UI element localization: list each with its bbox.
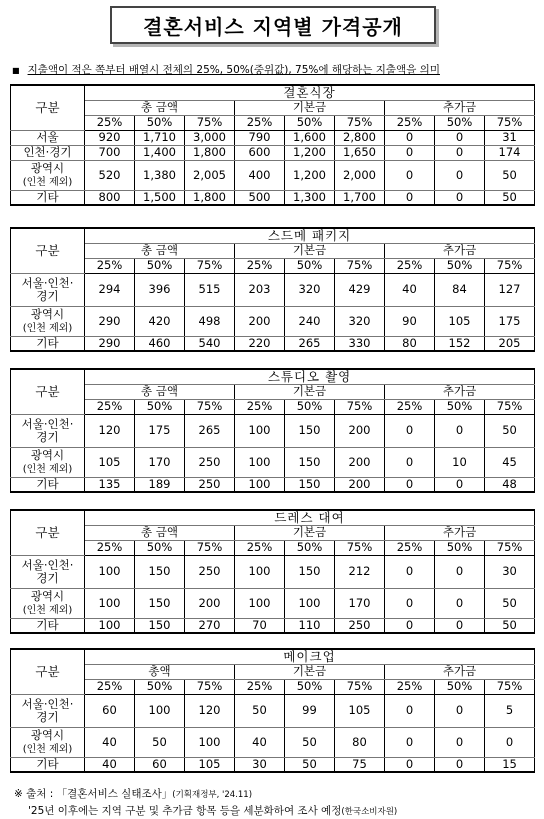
table-row (11, 414, 535, 447)
price-cell: 5 (485, 694, 535, 727)
price-cell: 2,800 (335, 130, 385, 145)
percentile-header: 75% (335, 258, 385, 273)
group-header: 추가금 (385, 100, 535, 115)
price-cell: 100 (135, 694, 185, 727)
table-row (11, 694, 535, 727)
percentile-header: 50% (135, 115, 185, 130)
percentile-header: 75% (485, 115, 535, 130)
price-cell: 0 (385, 555, 435, 588)
region-label-line: (인천 제외) (22, 744, 73, 756)
price-cell: 50 (235, 694, 285, 727)
percentile-header: 75% (485, 399, 535, 414)
price-cell: 150 (285, 555, 335, 588)
price-cell: 40 (85, 757, 135, 772)
price-cell: 150 (135, 618, 185, 633)
gubun-header: 구분 (11, 228, 85, 273)
percentile-header: 50% (435, 540, 485, 555)
price-cell: 105 (435, 306, 485, 336)
region-label-line: 기타 (36, 336, 59, 351)
price-cell: 0 (385, 414, 435, 447)
region-label (11, 757, 85, 772)
group-header: 총 금액 (85, 525, 235, 540)
gubun-header: 구분 (11, 369, 85, 414)
price-cell: 0 (435, 190, 485, 205)
percentile-header: 75% (485, 540, 535, 555)
service-name: 스드메 패키지 (85, 228, 535, 243)
percentile-header: 50% (435, 258, 485, 273)
price-cell: 50 (485, 618, 535, 633)
region-label (11, 588, 85, 618)
price-cell: 2,005 (185, 160, 235, 190)
table-row (11, 477, 535, 492)
price-cell: 70 (235, 618, 285, 633)
percentile-header: 75% (485, 258, 535, 273)
price-cell: 250 (185, 477, 235, 492)
price-cell: 200 (185, 588, 235, 618)
percentile-header: 25% (235, 115, 285, 130)
price-cell: 0 (385, 190, 435, 205)
price-cell: 100 (235, 447, 285, 477)
gubun-header: 구분 (11, 510, 85, 555)
group-header: 추가금 (385, 525, 535, 540)
percentile-header: 75% (335, 115, 385, 130)
region-label-line: 경기 (36, 429, 59, 444)
region-label (11, 145, 85, 160)
footer-plan (28, 803, 397, 818)
percentile-header: 25% (85, 115, 135, 130)
percentile-header: 50% (285, 258, 335, 273)
region-label-line: 경기 (36, 570, 59, 585)
price-cell: 10 (435, 447, 485, 477)
group-header: 기본금 (235, 384, 385, 399)
price-cell: 150 (285, 414, 335, 447)
price-cell: 420 (135, 306, 185, 336)
price-cell: 290 (85, 306, 135, 336)
percentile-header: 50% (135, 399, 185, 414)
percentile-header: 25% (85, 540, 135, 555)
price-cell: 31 (485, 130, 535, 145)
price-cell: 0 (435, 757, 485, 772)
price-cell: 1,500 (135, 190, 185, 205)
price-table (10, 84, 535, 206)
price-cell: 1,800 (185, 145, 235, 160)
price-cell: 0 (435, 414, 485, 447)
group-header: 기본금 (235, 664, 385, 679)
percentile-header: 25% (385, 679, 435, 694)
price-cell: 152 (435, 336, 485, 351)
region-label-line: 인천·경기 (23, 145, 72, 160)
group-header: 기본금 (235, 100, 385, 115)
source-text: ※ 출처 : 「결혼서비스 실태조사」 (14, 788, 173, 800)
table-row (11, 306, 535, 336)
price-cell: 50 (485, 190, 535, 205)
price-cell: 127 (485, 273, 535, 306)
price-cell: 0 (435, 160, 485, 190)
region-label (11, 190, 85, 205)
price-cell: 80 (335, 727, 385, 757)
price-cell: 920 (85, 130, 135, 145)
region-label-line: 서울·인천· (21, 417, 74, 432)
price-cell: 120 (85, 414, 135, 447)
region-label (11, 447, 85, 477)
percentile-header: 25% (235, 679, 285, 694)
price-cell: 1,800 (185, 190, 235, 205)
price-cell: 540 (185, 336, 235, 351)
region-label-line: 광역시 (30, 161, 65, 176)
table-row (11, 588, 535, 618)
price-table (10, 509, 535, 634)
price-cell: 45 (485, 447, 535, 477)
price-cell: 0 (385, 145, 435, 160)
price-cell: 174 (485, 145, 535, 160)
price-cell: 100 (85, 555, 135, 588)
table-row (11, 757, 535, 772)
percentile-header: 25% (385, 115, 435, 130)
percentile-header: 50% (285, 399, 335, 414)
percentile-header: 50% (285, 679, 335, 694)
price-cell: 1,600 (285, 130, 335, 145)
price-cell: 0 (435, 727, 485, 757)
percentile-header: 75% (485, 679, 535, 694)
price-cell: 110 (285, 618, 335, 633)
price-cell: 0 (435, 477, 485, 492)
price-cell: 135 (85, 477, 135, 492)
price-cell: 330 (335, 336, 385, 351)
table-row (11, 618, 535, 633)
price-cell: 800 (85, 190, 135, 205)
price-cell: 250 (185, 555, 235, 588)
price-cell: 15 (485, 757, 535, 772)
group-header: 추가금 (385, 243, 535, 258)
region-label-line: 기타 (36, 477, 59, 492)
percentile-header: 75% (185, 258, 235, 273)
note-line (12, 62, 532, 77)
percentile-header: 75% (335, 399, 385, 414)
percentile-header: 25% (235, 399, 285, 414)
price-cell: 30 (235, 757, 285, 772)
table-row (11, 160, 535, 190)
price-cell: 150 (135, 588, 185, 618)
group-header: 기본금 (235, 243, 385, 258)
price-cell: 120 (185, 694, 235, 727)
table-row (11, 447, 535, 477)
price-cell: 105 (185, 757, 235, 772)
region-label (11, 160, 85, 190)
price-cell: 1,400 (135, 145, 185, 160)
price-table (10, 368, 535, 493)
group-header: 총 금액 (85, 243, 235, 258)
price-cell: 189 (135, 477, 185, 492)
price-cell: 400 (235, 160, 285, 190)
price-cell: 1,710 (135, 130, 185, 145)
region-label (11, 336, 85, 351)
price-cell: 100 (235, 414, 285, 447)
percentile-header: 25% (85, 679, 135, 694)
price-cell: 200 (235, 306, 285, 336)
price-cell: 170 (335, 588, 385, 618)
footer-source (14, 786, 252, 801)
price-cell: 100 (235, 588, 285, 618)
price-cell: 203 (235, 273, 285, 306)
region-label-line: 서울·인천· (21, 697, 74, 712)
percentile-header: 25% (385, 399, 435, 414)
price-cell: 60 (85, 694, 135, 727)
price-cell: 100 (285, 588, 335, 618)
region-label (11, 727, 85, 757)
group-header: 추가금 (385, 384, 535, 399)
price-cell: 100 (85, 618, 135, 633)
region-label-line: 경기 (36, 288, 59, 303)
region-label (11, 694, 85, 727)
price-cell: 1,300 (285, 190, 335, 205)
region-label-line: 경기 (36, 709, 59, 724)
group-header: 총 금액 (85, 384, 235, 399)
percentile-header: 75% (185, 399, 235, 414)
price-cell: 150 (135, 555, 185, 588)
percentile-header: 25% (85, 399, 135, 414)
price-cell: 0 (485, 727, 535, 757)
percentile-header: 50% (435, 679, 485, 694)
price-cell: 0 (435, 588, 485, 618)
price-cell: 265 (285, 336, 335, 351)
price-cell: 250 (185, 447, 235, 477)
price-cell: 100 (235, 555, 285, 588)
price-cell: 220 (235, 336, 285, 351)
price-cell: 50 (285, 757, 335, 772)
price-cell: 290 (85, 336, 135, 351)
table-row (11, 727, 535, 757)
source-org: (기획재정부, '24.11) (172, 790, 253, 800)
table-row (11, 130, 535, 145)
price-cell: 1,200 (285, 160, 335, 190)
percentile-header: 75% (185, 115, 235, 130)
percentile-header: 75% (335, 540, 385, 555)
price-cell: 75 (335, 757, 385, 772)
price-cell: 1,700 (335, 190, 385, 205)
price-cell: 212 (335, 555, 385, 588)
price-cell: 0 (385, 130, 435, 145)
region-label (11, 414, 85, 447)
price-cell: 105 (335, 694, 385, 727)
price-table (10, 227, 535, 352)
percentile-header: 75% (185, 679, 235, 694)
percentile-header: 75% (185, 540, 235, 555)
percentile-header: 25% (385, 258, 435, 273)
price-cell: 270 (185, 618, 235, 633)
price-cell: 175 (135, 414, 185, 447)
gubun-header: 구분 (11, 649, 85, 694)
price-cell: 200 (335, 477, 385, 492)
region-label-line: 기타 (36, 190, 59, 205)
region-label-line: 광역시 (30, 589, 65, 604)
price-cell: 170 (135, 447, 185, 477)
note-text: 지출액이 적은 쪽부터 배열시 전체의 25%, 50%(중위값), 75%에 해당하는 지출액을 의미 (27, 64, 440, 76)
price-cell: 320 (335, 306, 385, 336)
price-cell: 1,200 (285, 145, 335, 160)
region-label-line: 광역시 (30, 448, 65, 463)
region-label (11, 273, 85, 306)
price-cell: 520 (85, 160, 135, 190)
percentile-header: 50% (435, 115, 485, 130)
price-cell: 0 (385, 694, 435, 727)
price-cell: 0 (435, 145, 485, 160)
percentile-header: 50% (285, 540, 335, 555)
percentile-header: 25% (85, 258, 135, 273)
price-cell: 60 (135, 757, 185, 772)
table-row (11, 145, 535, 160)
service-name: 결혼식장 (85, 85, 535, 100)
region-label-line: 서울·인천· (21, 558, 74, 573)
price-cell: 80 (385, 336, 435, 351)
service-name: 스튜디오 촬영 (85, 369, 535, 384)
region-label-line: 기타 (36, 618, 59, 633)
price-cell: 396 (135, 273, 185, 306)
group-header: 기본금 (235, 525, 385, 540)
region-label-line: (인천 제외) (22, 323, 73, 335)
table-row (11, 273, 535, 306)
price-cell: 0 (385, 618, 435, 633)
price-cell: 100 (85, 588, 135, 618)
price-cell: 790 (235, 130, 285, 145)
price-cell: 0 (435, 618, 485, 633)
region-label (11, 618, 85, 633)
plan-text: '25년 이후에는 지역 구분 및 추가금 항목 등을 세분화하여 조사 예정 (28, 805, 342, 817)
price-cell: 294 (85, 273, 135, 306)
price-cell: 240 (285, 306, 335, 336)
price-cell: 498 (185, 306, 235, 336)
table-row (11, 190, 535, 205)
price-cell: 150 (285, 447, 335, 477)
region-label-line: 광역시 (30, 728, 65, 743)
price-cell: 0 (385, 588, 435, 618)
table-row (11, 555, 535, 588)
price-cell: 265 (185, 414, 235, 447)
square-bullet-icon: ■ (12, 66, 20, 75)
price-cell: 1,380 (135, 160, 185, 190)
percentile-header: 25% (235, 540, 285, 555)
price-cell: 175 (485, 306, 535, 336)
group-header: 추가금 (385, 664, 535, 679)
price-cell: 3,000 (185, 130, 235, 145)
region-label-line: 광역시 (30, 307, 65, 322)
price-cell: 0 (385, 160, 435, 190)
price-cell: 50 (135, 727, 185, 757)
price-cell: 460 (135, 336, 185, 351)
region-label-line: (인천 제외) (22, 464, 73, 476)
price-cell: 515 (185, 273, 235, 306)
region-label-line: (인천 제외) (22, 177, 73, 189)
price-cell: 2,000 (335, 160, 385, 190)
price-cell: 0 (385, 757, 435, 772)
price-cell: 48 (485, 477, 535, 492)
price-cell: 90 (385, 306, 435, 336)
price-cell: 600 (235, 145, 285, 160)
region-label-line: 서울 (36, 130, 59, 145)
plan-org: (한국소비자원) (341, 807, 398, 817)
price-cell: 100 (185, 727, 235, 757)
percentile-header: 50% (135, 258, 185, 273)
page-title: 결혼서비스 지역별 가격공개 (110, 6, 436, 44)
price-cell: 1,650 (335, 145, 385, 160)
price-cell: 0 (435, 694, 485, 727)
price-cell: 320 (285, 273, 335, 306)
percentile-header: 50% (135, 679, 185, 694)
price-cell: 105 (85, 447, 135, 477)
region-label-line: 서울·인천· (21, 276, 74, 291)
percentile-header: 25% (235, 258, 285, 273)
region-label (11, 555, 85, 588)
price-cell: 700 (85, 145, 135, 160)
region-label-line: (인천 제외) (22, 605, 73, 617)
price-cell: 150 (285, 477, 335, 492)
gubun-header: 구분 (11, 85, 85, 130)
service-name: 메이크업 (85, 649, 535, 664)
price-cell: 100 (235, 477, 285, 492)
group-header: 총액 (85, 664, 235, 679)
price-cell: 0 (385, 447, 435, 477)
price-cell: 429 (335, 273, 385, 306)
price-cell: 0 (385, 477, 435, 492)
price-cell: 250 (335, 618, 385, 633)
price-cell: 0 (435, 130, 485, 145)
price-cell: 40 (235, 727, 285, 757)
price-cell: 50 (485, 414, 535, 447)
service-name: 드레스 대여 (85, 510, 535, 525)
price-cell: 205 (485, 336, 535, 351)
price-cell: 30 (485, 555, 535, 588)
percentile-header: 50% (135, 540, 185, 555)
region-label (11, 306, 85, 336)
price-cell: 84 (435, 273, 485, 306)
percentile-header: 50% (285, 115, 335, 130)
region-label (11, 130, 85, 145)
price-cell: 40 (385, 273, 435, 306)
group-header: 총 금액 (85, 100, 235, 115)
table-row (11, 336, 535, 351)
price-cell: 40 (85, 727, 135, 757)
price-cell: 50 (285, 727, 335, 757)
price-cell: 50 (485, 588, 535, 618)
region-label (11, 477, 85, 492)
price-cell: 500 (235, 190, 285, 205)
percentile-header: 50% (435, 399, 485, 414)
percentile-header: 25% (385, 540, 435, 555)
price-cell: 200 (335, 414, 385, 447)
price-cell: 200 (335, 447, 385, 477)
region-label-line: 기타 (36, 757, 59, 772)
price-cell: 0 (385, 727, 435, 757)
price-cell: 0 (435, 555, 485, 588)
price-table (10, 648, 535, 773)
price-cell: 99 (285, 694, 335, 727)
price-cell: 50 (485, 160, 535, 190)
percentile-header: 75% (335, 679, 385, 694)
